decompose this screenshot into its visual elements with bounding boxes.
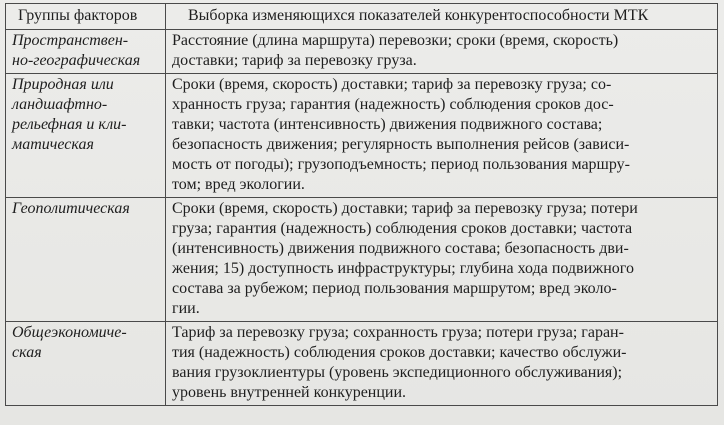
header-indicators: Выборка изменяющихся показателей конкурентоспособности МТК [166, 4, 718, 30]
indicators-spatial-geographic: Расстояние (длина маршрута) перевозки; сроки (время, скорость) доставки; тариф за перевозку груза. [166, 30, 718, 74]
indicators-natural-climatic: Сроки (время, скорость) доставки; тариф за перевозку груза; со- хранность груза; гарантия (надежность) соблюдения сроков дос- тавки; частота (интенсивность) движения подвижного состава; безопасность движения; регулярность выполнения рейсов (зависи- мость от погоды); грузоподъемность; период пользования маршру- том; вред экологии. [166, 74, 718, 198]
table-header-row [6, 4, 718, 30]
factor-group-spatial-geographic: Пространствен- но-географическая [6, 30, 166, 74]
factor-group-natural-climatic: Природная или ландшафтно- рельефная и кли- матическая [6, 74, 166, 198]
table-row [6, 74, 718, 198]
factor-group-geopolitical: Геополитическая [6, 198, 166, 322]
indicators-general-economic: Тариф за перевозку груза; сохранность груза; потери груза; гаран- тия (надежность) соблюдения сроков доставки; качество обслужи- вания грузоклиентуры (уровень экспедиционного обслуживания); уровень внутренней конкуренции. [166, 322, 718, 406]
indicators-geopolitical: Сроки (время, скорость) доставки; тариф за перевозку груза; потери груза; гарантия (надежность) соблюдения сроков доставки; частота (интенсивность) движения подвижного состава; безопасность дви- жения; 15) доступность инфраструктуры; глубина хода подвижного состава за рубежом; период пользования маршрутом; вред эколо- гии. [166, 198, 718, 322]
header-factor-groups: Группы факторов [6, 4, 166, 30]
competitiveness-factors-table [5, 3, 718, 406]
table-row [6, 198, 718, 322]
table-row [6, 30, 718, 74]
factor-group-general-economic: Общеэкономиче- ская [6, 322, 166, 406]
table-row [6, 322, 718, 406]
